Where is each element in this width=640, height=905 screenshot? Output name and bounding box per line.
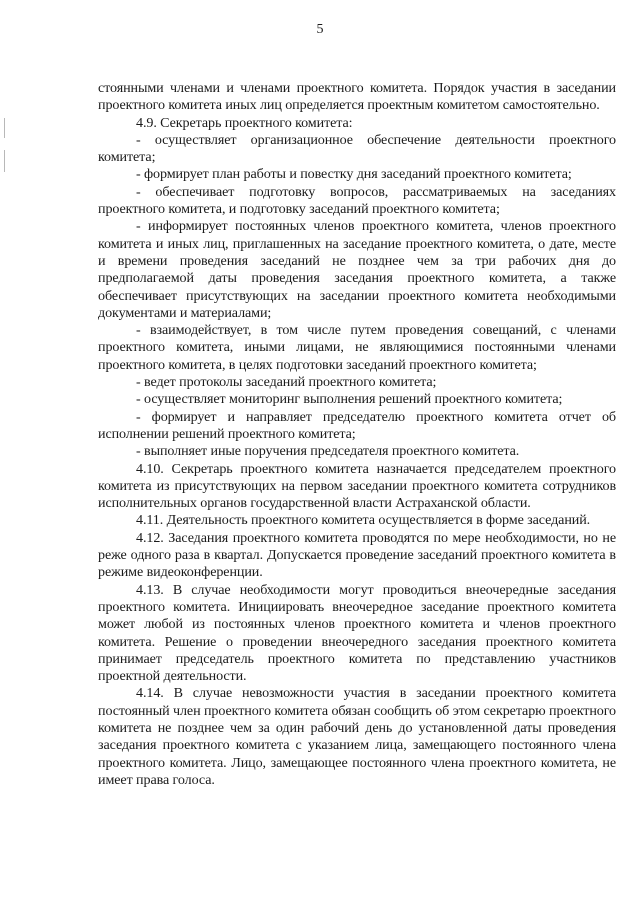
document-body xyxy=(98,80,616,789)
scan-edge-mark xyxy=(4,118,5,138)
list-item: - взаимодействует, в том числе путем проведения совещаний, с членами проектного комитета, иными лицами, не являющимися постоянными членами проектного комитета, в целях подготовки заседаний проектного комитета; xyxy=(98,322,616,373)
list-item: - информирует постоянных членов проектного комитета, членов проектного комитета и иных лиц, приглашенных на заседание проектного комитета, о дате, месте и времени проведения заседаний не позднее чем за три рабочих дня до предполагаемой даты проведения заседания проектного комитета, а также обеспечивает присутствующих на заседании проектного комитета необходимыми документами и материалами; xyxy=(98,218,616,321)
list-item: - формирует и направляет председателю проектного комитета отчет об исполнении решений проектного комитета; xyxy=(98,408,616,442)
section-4-11: 4.11. Деятельность проектного комитета осуществляется в форме заседаний. xyxy=(136,512,591,529)
section-4-14: 4.14. В случае невозможности участия в заседании проектного комитета постоянный член проектного комитета обязан сообщить об этом секретарю проектного комитета не позднее чем за один рабочий день до установленной даты проведения заседания проектного комитета с указанием лица, замещающего постоянного члена проектного комитета. Лицо, замещающее постоянного члена проектного комитета, не имеет права голоса. xyxy=(98,685,616,788)
section-4-10: 4.10. Секретарь проектного комитета назначается председателем проектного комитета из присутствующих на первом заседании проектного комитета сотрудников исполнительных органов государственной власти Астраханской области. xyxy=(98,460,616,512)
section-4-12: 4.12. Заседания проектного комитета проводятся по мере необходимости, но не реже одного раза в квартал. Допускается проведение заседаний проектного комитета в режиме видеоконференции. xyxy=(98,529,616,581)
section-4-9-heading: 4.9. Секретарь проектного комитета: xyxy=(136,114,353,131)
list-item: - ведет протоколы заседаний проектного комитета; xyxy=(136,374,437,391)
list-item: - осуществляет организационное обеспечение деятельности проектного комитета; xyxy=(98,131,616,166)
list-item: - осуществляет мониторинг выполнения решений проектного комитета; xyxy=(136,391,563,408)
paragraph-continuation: стоянными членами и членами проектного комитета. Порядок участия в заседании проектного комитета иных лиц определяется проектным комитетом самостоятельно. xyxy=(98,80,616,114)
scan-edge-mark xyxy=(4,150,5,172)
page-number: 5 xyxy=(316,22,324,37)
list-item: - обеспечивает подготовку вопросов, рассматриваемых на заседаниях проектного комитета, и подготовку заседаний проектного комитета; xyxy=(98,183,616,218)
list-item: - формирует план работы и повестку дня заседаний проектного комитета; xyxy=(136,166,572,183)
section-4-13: 4.13. В случае необходимости могут проводиться внеочередные заседания проектного комитета. Инициировать внеочередное заседание проектного комитета может любой из постоянных членов проектного комитета и членов проектного комитета. Решение о проведении внеочередного заседания проектного комитета принимает председатель проектного комитета по представлению участников проектной деятельности. xyxy=(98,581,616,685)
list-item: - выполняет иные поручения председателя проектного комитета. xyxy=(136,443,520,460)
